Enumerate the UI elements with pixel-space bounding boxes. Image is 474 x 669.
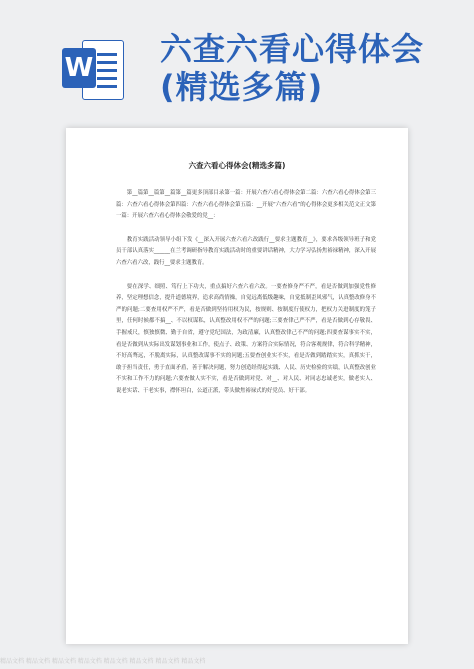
paragraph-main: 要在深学、细照、笃行上下功夫，重点搞好六查六看六改。一要查修身严不严，看是否做到加强党性修养，坚定理想信念，提升道德境界，追求高尚情操，自觉远离低级趣味，自觉抵制歪风邪气，认真整改修身不严的问题;二要查用权严不严，看是否做到坚持用权为民，按规则、按制度行使权力，把权力关进制度的笼子里，任何时候都不搞__、不以权谋私，认真整改用权不严的问题;三要查律己严不严，看是否做到心存敬畏、手握戒尺，慎独慎微、勤于自省，遵守党纪国法，为政清廉，认真整改律己不严的问题;四要查谋事实不实，看是否做到从实际出发谋划事业和工作，使点子、政策、方案符合实际情况，符合客观规律，符合科学精神，不好高骛远，不脱离实际，认真整改谋事不实的问题;五要查创业实不实，看是否做到踏踏实实，真抓实干，敢于担当责任，勇于直面矛盾，善于解决问题，努力创造经得起实践、人民、历史检验的实绩，认真整改创业不实和工作不力的问题;六要查做人实不实，看是否做到对党、对__、对人民、对同志忠诚老实，做老实人、说老实话、干老实事，襟怀坦白，公道正派，带头做焦裕禄式的好党员、好干部。	[116, 283, 376, 394]
document-page	[66, 128, 408, 644]
watermark: 精品文档 精品文档 精品文档 精品文档 精品文档 精品文档 精品文档 精品文档	[0, 658, 206, 665]
word-badge: W	[62, 48, 96, 88]
header-banner	[0, 0, 474, 112]
word-document-icon	[62, 40, 124, 100]
banner-title-line2: (精选多篇)	[160, 68, 324, 106]
document-title: 六查六看心得体会(精选多篇)	[188, 161, 286, 170]
document-body	[116, 188, 376, 410]
banner-title-line1: 六查六看心得体会	[160, 30, 425, 68]
banner-title	[160, 30, 424, 106]
paragraph-intro: 教育实践活动领导小组下发《__深入开展六查六看六改践行__要求主题教育__》，要求各级领导班子和党员干部认真落实______在兰考调研指导教育实践活动时的重要讲话精神，大力学习弘扬焦裕禄精神，深入开展六查六看六改，践行__要求主题教育。	[116, 236, 376, 266]
paragraph-contents: 第__篇第__篇第__篇第__篇更多顶部目录第一篇：开展六查六看心得体会第二篇：六查六看心得体会第三篇：六查六看心得体会第四篇：六查六看心得体会第五篇：__开展“六查六看”的心得体会更多相关范文正文第一篇：开展六查六看心得体会敬爱的党__：	[116, 190, 376, 220]
